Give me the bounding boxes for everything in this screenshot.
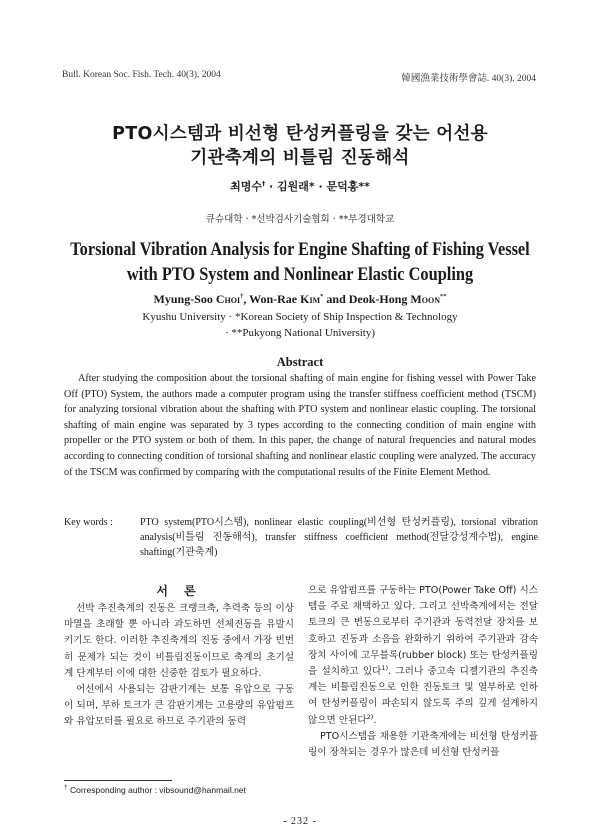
- intro-p2c-text-a: 으로 유압펌프를 구동하는 PTO(Power Take Off) 시스템을 주로 채택하고 있다. 그리고 선박축계에서는 전달토크의 큰 변동으로부터 주기관과 동력전달 장치를 보호하고 진동과 소음을 완화하기 위하여 주기관과 감속장치 사이에 고무블록(rubber block) 또는 탄성커플링을 설치하고 있다: [308, 585, 538, 678]
- korean-title-line2: 기관축계의 비틀림 진동해석: [190, 148, 410, 168]
- reference-mark-1: 1): [381, 663, 389, 672]
- author1-given: Myung-Soo: [153, 292, 216, 306]
- english-authors: [0, 292, 600, 307]
- english-title-line1: Torsional Vibration Analysis for Engine Shafting of Fishing Vessel: [70, 239, 530, 260]
- english-title-line2: with PTO System and Nonlinear Elastic Coupling: [126, 264, 474, 285]
- korean-title-line1: PTO시스템과 비선형 탄성커플링을 갖는 어선용: [112, 124, 488, 144]
- reference-mark-2: 2): [366, 712, 374, 721]
- korean-affiliation: 큐슈대학 · *선박검사기술협회 · **부경대학교: [205, 214, 395, 225]
- keywords: [64, 515, 538, 561]
- keywords-label: Key words :: [64, 517, 113, 528]
- korean-title: [0, 122, 600, 170]
- abstract-text: After studying the composition about the torsional shafting of main engine for fishing vessel with Power Take Off (PTO) System, the authors made a computer program using the transfer stiffness coefficient method (TSCM) for analyzing torsional vibration about the shafting with PTO system and nonlinear elastic coupling. The torsional shafting of main engine was separated by 3 types according to the connecting condition of main engine with propeller or the PTO system or both of them. In this paper, the change of natural frequencies and natural modes according to connecting condition of torsional shafting and nonlinear elastic coupling were analyzed. The accuracy of the TSCM was confirmed by comparing with the computational results of the Finite Element Method.: [64, 373, 536, 478]
- intro-p2c-text-c: .: [373, 714, 377, 726]
- author2-given: , Won-Rae: [243, 292, 301, 306]
- journal-header-left: Bull. Korean Soc. Fish. Tech. 40(3), 2004: [62, 70, 221, 80]
- intro-paragraph-3: PTO시스템을 채용한 기관축계에는 비선형 탄성커플링이 장착되는 경우가 많은데 비선형 탄성커플: [308, 730, 538, 759]
- page-number: - 232 -: [283, 816, 317, 827]
- footnote-mark: †: [64, 784, 68, 792]
- right-column: [308, 583, 538, 761]
- corresponding-mark: †: [261, 179, 266, 188]
- author2-family: Kim: [300, 292, 321, 306]
- section-heading-introduction: 서 론: [156, 584, 202, 598]
- english-title: [42, 237, 558, 287]
- intro-paragraph-2: 어선에서 사용되는 감판기계는 보통 유압으로 구동이 되며, 부하 토크가 큰 감판기계는 고용량의 유압펌프와 유압모터를 필요로 하므로 주기관의 동력: [64, 684, 294, 728]
- left-column: [64, 601, 294, 731]
- korean-author-rest: · 김원래* · 문덕홍**: [265, 180, 370, 193]
- footnote-text: Corresponding author : vibsound@hanmail.net: [67, 785, 246, 795]
- korean-authors: [0, 178, 600, 194]
- author1-mark: †: [240, 293, 244, 300]
- english-affiliation: [0, 309, 600, 341]
- intro-paragraph-1: 선박 추진축계의 진동은 크랭크축, 추력축 등의 이상마멸을 초래할 뿐 아니라 과도하면 선체진동을 유발시키기도 한다. 이러한 추진축계의 진동 중에서 가장 빈번히 문제가 되는 것이 비틀림진동이므로 축계의 초기설계 단계부터 이에 대한 신중한 검토가 필요하다.: [64, 603, 294, 679]
- english-affiliation-line1: Kyushu University · *Korean Society of Ship Inspection & Technology: [142, 311, 458, 323]
- keywords-text: PTO system(PTO시스템), nonlinear elastic coupling(비선형 탄성커플링), torsional vibration analysis(비틀림 진동해석), transfer stiffness coefficient method(전달강성계수법), engine shafting(기관축계): [140, 517, 538, 559]
- author3-mark: **: [439, 293, 447, 300]
- korean-author-first: 최명수: [230, 180, 262, 193]
- intro-paragraph-2-continued: [308, 583, 538, 729]
- author3-given: and Deok-Hong: [323, 292, 411, 306]
- footnote-rule: [64, 780, 172, 781]
- english-affiliation-line2: · **Pukyong National University): [224, 327, 375, 339]
- journal-header-right: 韓國漁業技術學會誌. 40(3). 2004: [401, 74, 536, 84]
- intro-p2c-text-b: . 그러나 중고속 디젤기관의 추진축계는 비틀림진동으로 인한 진동토크 및 열부하로 인하여 탄성커플링이 파손되지 않도록 주의 깊게 설계하지 않으면 안된다: [308, 666, 538, 726]
- author2-mark: *: [320, 293, 324, 300]
- abstract-heading: Abstract: [276, 355, 324, 369]
- author3-family: Moon: [410, 292, 440, 306]
- footnote: [64, 785, 246, 795]
- author1-family: Choi: [215, 292, 241, 306]
